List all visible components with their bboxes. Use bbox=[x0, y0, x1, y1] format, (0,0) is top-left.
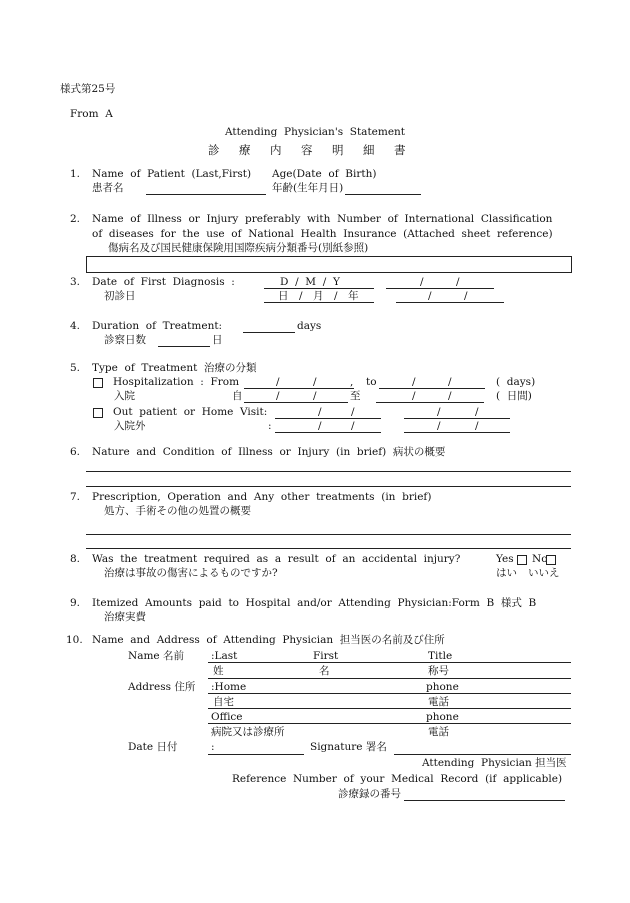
q3-slash: / bbox=[456, 276, 460, 288]
q5-slash: / bbox=[448, 376, 452, 388]
yes-checkbox[interactable] bbox=[517, 555, 527, 565]
duration-days-jp-field[interactable] bbox=[158, 346, 210, 347]
q5-slash: / bbox=[437, 406, 441, 418]
signature-field[interactable] bbox=[394, 754, 571, 755]
first-diagnosis-date-jp-field[interactable] bbox=[264, 302, 374, 303]
physician-name-jp-field[interactable] bbox=[208, 678, 571, 679]
q7-label-jp: 処方、手術その他の処置の概要 bbox=[104, 505, 251, 517]
from-line: From A bbox=[70, 108, 113, 120]
q10-phone-jp: 電話 bbox=[428, 696, 449, 708]
q5-slash: / bbox=[412, 390, 416, 402]
medical-record-number-field[interactable] bbox=[404, 800, 565, 801]
condition-field-line-2[interactable] bbox=[86, 486, 571, 487]
q5-slash: / bbox=[475, 420, 479, 432]
q3-slash: / bbox=[420, 276, 424, 288]
q10-attending: Attending Physician 担当医 bbox=[422, 757, 567, 769]
q5-number: 5. bbox=[70, 362, 81, 374]
q1-number: 1. bbox=[70, 168, 81, 180]
q4-unit-en: days bbox=[297, 320, 322, 332]
q3-slash: / bbox=[428, 290, 432, 302]
q5-out-en: Out patient or Home Visit: bbox=[113, 406, 268, 418]
q10-name-label: Name 名前 bbox=[128, 650, 184, 662]
q10-date-label: Date 日付 bbox=[128, 741, 178, 753]
q9-label-en: Itemized Amounts paid to Hospital and/or Attending Physician:Form B 様式 B bbox=[92, 597, 537, 609]
q5-slash: / bbox=[475, 406, 479, 418]
q10-title: Title bbox=[428, 650, 453, 662]
q2-line2: of diseases for the use of National Health Insurance (Attached sheet reference) bbox=[92, 228, 553, 240]
q9-label-jp: 治療実費 bbox=[104, 611, 146, 623]
home-address-jp-field[interactable] bbox=[208, 708, 571, 709]
q5-hosp-en: Hospitalization : From bbox=[113, 376, 240, 388]
q9-number: 9. bbox=[70, 597, 81, 609]
q10-last: :Last bbox=[211, 650, 238, 662]
q6-number: 6. bbox=[70, 446, 81, 458]
q10-number: 10. bbox=[66, 634, 83, 646]
q5-slash: / bbox=[313, 390, 317, 402]
title-en: Attending Physician's Statement bbox=[225, 126, 406, 138]
q5-slash: / bbox=[276, 390, 280, 402]
q5-jp-to: 至 bbox=[350, 390, 361, 402]
condition-field-line-1[interactable] bbox=[86, 471, 571, 472]
q5-slash: / bbox=[318, 406, 322, 418]
q5-label: Type of Treatment 治療の分類 bbox=[92, 362, 257, 374]
outpatient-to-jp-field[interactable] bbox=[404, 432, 510, 433]
q5-comma: , bbox=[350, 376, 354, 388]
duration-days-field[interactable] bbox=[243, 332, 295, 333]
q5-slash: / bbox=[448, 390, 452, 402]
outpatient-checkbox[interactable] bbox=[93, 408, 103, 418]
q1-age-jp: 年齢(生年月日) bbox=[272, 182, 344, 194]
q3-dmy-jp: 日 / 月 / 年 bbox=[278, 290, 359, 302]
q10-first-jp: 名 bbox=[319, 665, 330, 677]
treatment-field-line-2[interactable] bbox=[86, 548, 571, 549]
q4-unit-jp: 日 bbox=[212, 334, 223, 346]
q5-slash: / bbox=[351, 406, 355, 418]
q5-slash: / bbox=[437, 420, 441, 432]
q8-number: 8. bbox=[70, 553, 81, 565]
q10-address-label: Address 住所 bbox=[128, 681, 196, 693]
form-number: 様式第25号 bbox=[60, 83, 116, 95]
q10-last-jp: 姓 bbox=[213, 665, 224, 677]
q10-ref-jp: 診療録の番号 bbox=[338, 788, 401, 800]
q5-slash: / bbox=[276, 376, 280, 388]
q5-slash: / bbox=[351, 420, 355, 432]
q4-number: 4. bbox=[70, 320, 81, 332]
first-diagnosis-date-field[interactable] bbox=[264, 288, 374, 289]
q8-label-jp: 治療は事故の傷害によるものですか? bbox=[104, 567, 278, 579]
hosp-from-jp-field[interactable] bbox=[244, 402, 348, 403]
q10-date-colon: : bbox=[211, 741, 215, 753]
home-address-field[interactable] bbox=[208, 693, 571, 694]
q3-label-en: Date of First Diagnosis : bbox=[92, 276, 235, 288]
q3-dmy-en: D / M / Y bbox=[280, 276, 340, 288]
q2-number: 2. bbox=[70, 213, 81, 225]
birth-date-field[interactable] bbox=[345, 194, 421, 195]
q10-phone: phone bbox=[426, 711, 459, 723]
q5-days-en: ( days) bbox=[496, 376, 536, 388]
outpatient-from-jp-field[interactable] bbox=[275, 432, 381, 433]
q10-title-jp: 称号 bbox=[428, 665, 449, 677]
q8-label-en: Was the treatment required as a result of an accidental injury? bbox=[92, 553, 461, 565]
q8-yes: Yes bbox=[496, 553, 514, 565]
first-diagnosis-date-jp-field-2[interactable] bbox=[396, 302, 504, 303]
q5-hosp-to: to bbox=[366, 376, 377, 388]
hosp-to-field[interactable] bbox=[379, 388, 485, 389]
q10-ref-en: Reference Number of your Medical Record (if applicable) bbox=[232, 773, 563, 785]
first-diagnosis-date-field-2[interactable] bbox=[386, 288, 494, 289]
outpatient-to-field[interactable] bbox=[404, 418, 510, 419]
q3-slash: / bbox=[464, 290, 468, 302]
q7-number: 7. bbox=[70, 491, 81, 503]
q10-first: First bbox=[313, 650, 339, 662]
no-checkbox[interactable] bbox=[546, 555, 556, 565]
q5-jp-from: 自 bbox=[232, 390, 243, 402]
q10-office-jp: 病院又は診療所 bbox=[211, 726, 285, 738]
q5-colon: : bbox=[268, 420, 272, 432]
hosp-from-field[interactable] bbox=[244, 388, 354, 389]
q8-no: No bbox=[532, 553, 548, 565]
illness-input-box[interactable] bbox=[86, 256, 572, 273]
q3-label-jp: 初診日 bbox=[104, 290, 136, 302]
q1-age-en: Age(Date of Birth) bbox=[272, 168, 377, 180]
q10-home-jp: 自宅 bbox=[213, 696, 234, 708]
office-address-field[interactable] bbox=[208, 723, 571, 724]
q1-label-jp: 患者名 bbox=[92, 182, 124, 194]
q5-slash: / bbox=[318, 420, 322, 432]
q8-no-jp: いいえ bbox=[528, 567, 560, 579]
q8-yes-jp: はい bbox=[496, 567, 517, 579]
q7-label-en: Prescription, Operation and Any other treatments (in brief) bbox=[92, 491, 432, 503]
q5-days-jp: ( 日間) bbox=[496, 390, 532, 402]
hosp-to-jp-field[interactable] bbox=[376, 402, 484, 403]
q1-label-en: Name of Patient (Last,First) bbox=[92, 168, 252, 180]
q3-number: 3. bbox=[70, 276, 81, 288]
title-jp: 診 療 内 容 明 細 書 bbox=[208, 143, 410, 157]
physician-name-field[interactable] bbox=[208, 662, 571, 663]
q10-signature: Signature 署名 bbox=[310, 741, 387, 753]
q6-label: Nature and Condition of Illness or Injury (in brief) 病状の概要 bbox=[92, 446, 446, 458]
q5-slash: / bbox=[412, 376, 416, 388]
treatment-field-line-1[interactable] bbox=[86, 534, 571, 535]
date-field[interactable] bbox=[208, 754, 304, 755]
q4-label-jp: 診察日数 bbox=[104, 334, 146, 346]
outpatient-from-field[interactable] bbox=[275, 418, 381, 419]
hospitalization-checkbox[interactable] bbox=[93, 378, 103, 388]
q10-phone-jp: 電話 bbox=[428, 726, 449, 738]
q10-home: :Home bbox=[211, 681, 247, 693]
q4-label-en: Duration of Treatment: bbox=[92, 320, 223, 332]
q5-out-jp: 入院外 bbox=[114, 420, 146, 432]
q10-office: Office bbox=[211, 711, 243, 723]
q10-label: Name and Address of Attending Physician 担当医の名前及び住所 bbox=[92, 634, 445, 646]
q5-slash: / bbox=[313, 376, 317, 388]
q10-phone: phone bbox=[426, 681, 459, 693]
q2-line3: 傷病名及び国民健康保険用国際疾病分類番号(別紙参照) bbox=[108, 242, 369, 254]
patient-name-field[interactable] bbox=[146, 194, 266, 195]
q5-hosp-jp: 入院 bbox=[114, 390, 135, 402]
q2-line1: Name of Illness or Injury preferably with Number of International Classification bbox=[92, 213, 553, 225]
